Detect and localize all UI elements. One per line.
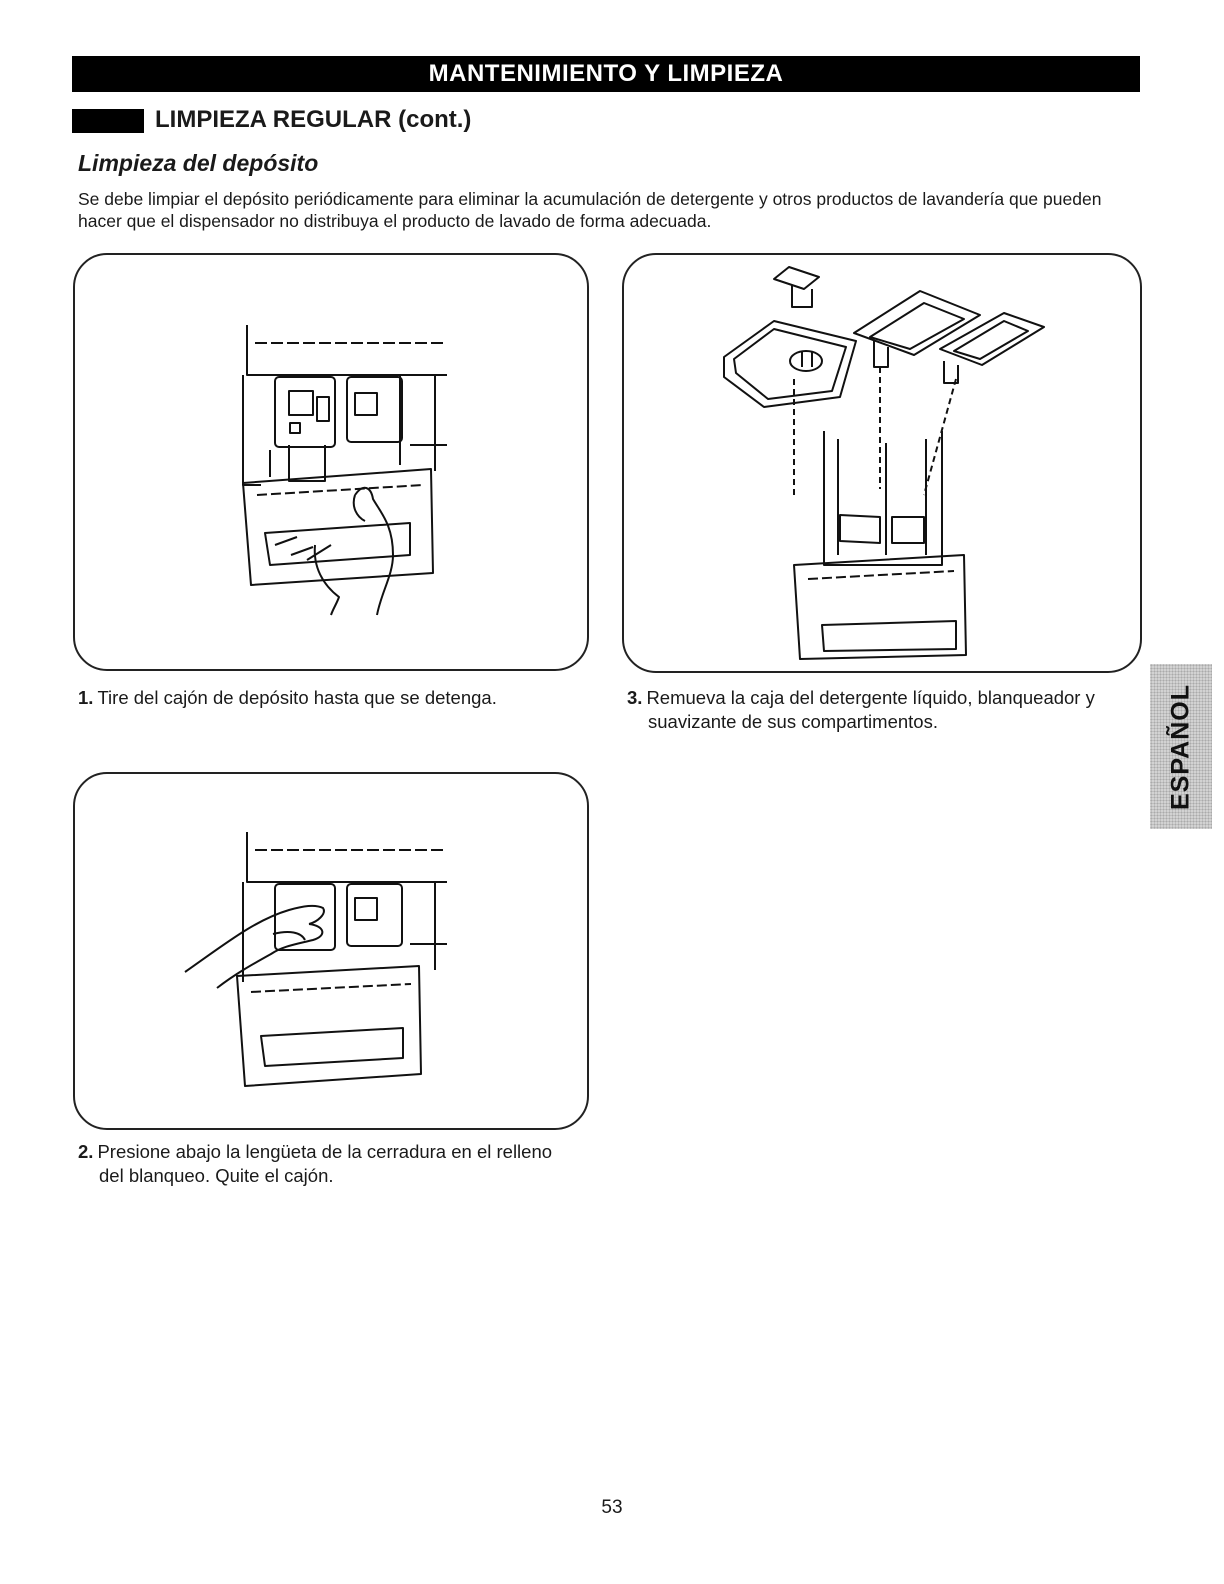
intro-paragraph: Se debe limpiar el depósito periódicamente para eliminar la acumulación de detergente y otros productos de lavandería que pueden hacer que el dispensador no distribuya el producto de lavado de forma adecuada. — [78, 189, 1102, 231]
header-banner: MANTENIMIENTO Y LIMPIEZA — [72, 56, 1140, 92]
step-2-text-line1: Presione abajo la lengüeta de la cerradura en el relleno — [97, 1141, 553, 1162]
drawer-inserts-illustration — [624, 255, 1140, 671]
illustration-panel-step-2 — [73, 772, 589, 1130]
step-3-number: 3. — [627, 687, 643, 708]
step-2-text-line2: del blanqueo. Quite el cajón. — [99, 1165, 334, 1186]
page-number: 53 — [601, 1497, 623, 1518]
step-2-caption — [78, 1140, 552, 1188]
subsection-title: Limpieza del depósito — [78, 150, 319, 176]
step-3-text-line1: Remueva la caja del detergente líquido, blanqueador y — [646, 687, 1095, 708]
step-3-text-line2: suavizante de sus compartimentos. — [648, 711, 938, 732]
illustration-panel-step-3 — [622, 253, 1142, 673]
step-1-number: 1. — [78, 687, 94, 708]
step-1-caption — [78, 686, 497, 710]
section-title: LIMPIEZA REGULAR (cont.) — [155, 106, 472, 133]
section-marker-bar — [72, 109, 144, 133]
drawer-pull-illustration — [75, 255, 587, 669]
illustration-panel-step-1 — [73, 253, 589, 671]
step-1-text: Tire del cajón de depósito hasta que se detenga. — [97, 687, 497, 708]
step-2-number: 2. — [78, 1141, 94, 1162]
language-side-tab — [1150, 664, 1212, 829]
step-3-caption — [627, 686, 1095, 734]
lock-tab-illustration — [75, 774, 587, 1128]
language-side-tab-label: ESPAÑOL — [1166, 683, 1195, 810]
